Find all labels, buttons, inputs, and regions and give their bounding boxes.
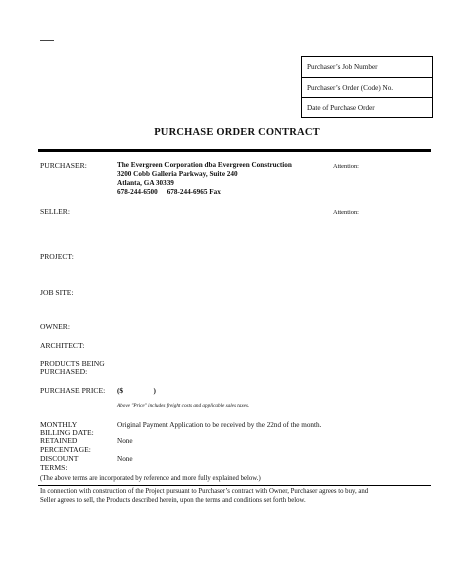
purchase-date-field: Date of Purchase Order <box>302 97 432 117</box>
purchaser-attention: Attention: <box>333 163 359 170</box>
purchaser-address2: Atlanta, GA 30339 <box>117 179 174 187</box>
architect-label: ARCHITECT: <box>40 341 85 350</box>
billing-label-line1: MONTHLY <box>40 420 78 429</box>
job-site-label: JOB SITE: <box>40 288 74 297</box>
seller-attention: Attention: <box>333 209 359 216</box>
project-label: PROJECT: <box>40 252 74 261</box>
discount-value: None <box>117 455 133 463</box>
order-info-box <box>301 56 433 118</box>
retained-label-line2: PERCENTAGE: <box>40 445 91 454</box>
price-note: Above "Price" includes freight costs and applicable sales taxes. <box>117 403 250 409</box>
purchaser-phone: 678-244-6500 678-244-6965 Fax <box>117 188 221 196</box>
discount-label-line2: TERMS: <box>40 463 68 472</box>
footer-note: (The above terms are incorporated by reference and more fully explained below.) <box>40 475 261 482</box>
order-code-field: Purchaser’s Order (Code) No. <box>302 77 432 97</box>
title-divider <box>38 149 431 152</box>
owner-label: OWNER: <box>40 322 70 331</box>
footer-paragraph-line2: Seller agrees to sell, the Products described herein, upon the terms and conditions set forth below. <box>40 497 306 504</box>
price-value: ($ ) <box>117 387 156 395</box>
seller-label: SELLER: <box>40 207 70 216</box>
products-label-line2: PURCHASED: <box>40 367 88 376</box>
billing-label-line2: BILLING DATE: <box>40 428 94 437</box>
purchaser-label: PURCHASER: <box>40 161 87 170</box>
products-label-line1: PRODUCTS BEING <box>40 359 105 368</box>
discount-label-line1: DISCOUNT <box>40 454 79 463</box>
document-title: PURCHASE ORDER CONTRACT <box>154 127 320 138</box>
billing-value: Original Payment Application to be received by the 22nd of the month. <box>117 421 322 429</box>
footer-paragraph-line1: In connection with construction of the Project pursuant to Purchaser’s contract with Owner, Purchaser agrees to buy, and <box>40 488 369 495</box>
retained-value: None <box>117 437 133 445</box>
job-number-field: Purchaser’s Job Number <box>307 63 378 71</box>
footer-divider <box>38 485 431 486</box>
page-mark <box>40 40 54 41</box>
purchaser-name: The Evergreen Corporation dba Evergreen Construction <box>117 161 292 169</box>
purchaser-address1: 3200 Cobb Galleria Parkway, Suite 240 <box>117 170 238 178</box>
retained-label-line1: RETAINED <box>40 436 78 445</box>
price-label: PURCHASE PRICE: <box>40 386 106 395</box>
